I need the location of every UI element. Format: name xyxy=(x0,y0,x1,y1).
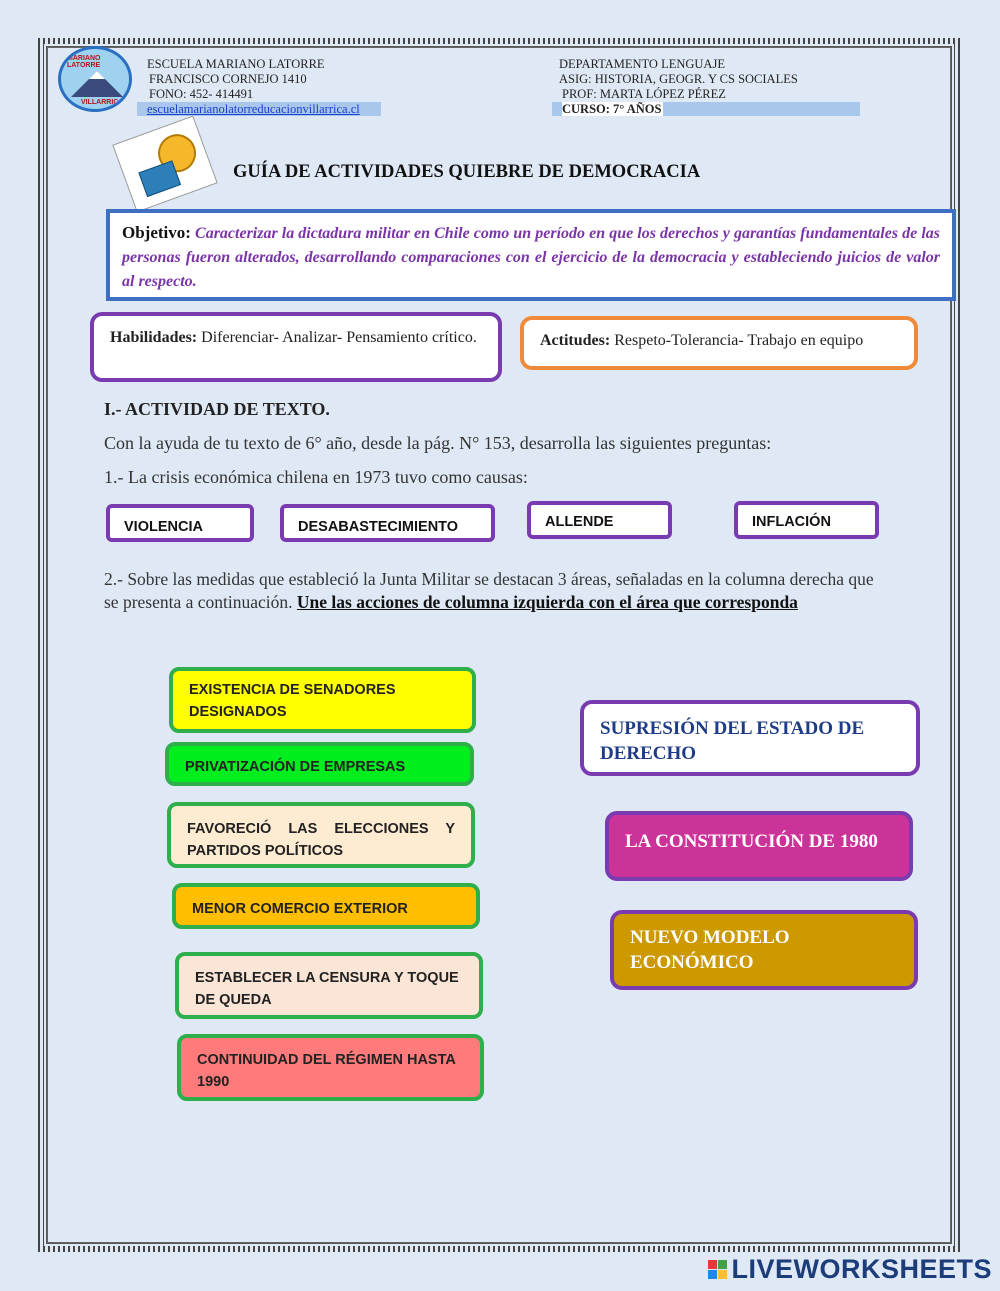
section-title: I.- ACTIVIDAD DE TEXTO. xyxy=(104,399,330,419)
school-email-link[interactable]: escuelamarianolatorreducacionvillarrica.cl xyxy=(147,102,360,116)
cause-option[interactable]: DESABASTECIMIENTO xyxy=(280,504,495,542)
skills-text: Diferenciar- Analizar- Pensamiento crítico. xyxy=(201,329,477,346)
school-phone: FONO: 452- 414491 xyxy=(149,87,254,101)
page-title: GUÍA DE ACTIVIDADES QUIEBRE DE DEMOCRACIA xyxy=(233,162,701,182)
objective-label: Objetivo: xyxy=(122,223,191,242)
cause-option[interactable]: INFLACIÓN xyxy=(734,501,879,539)
liveworksheets-icon xyxy=(708,1260,727,1279)
area-item[interactable]: LA CONSTITUCIÓN DE 1980 xyxy=(605,811,913,881)
attitudes-text: Respeto-Tolerancia- Trabajo en equipo xyxy=(614,332,864,349)
teacher: PROF: MARTA LÓPEZ PÉREZ xyxy=(562,87,726,101)
skills-label: Habilidades: xyxy=(110,329,198,346)
intro-text: Con la ayuda de tu texto de 6° año, desde la pág. N° 153, desarrolla las siguientes preguntas: xyxy=(104,433,772,453)
course-bar xyxy=(552,102,860,116)
attitudes-label: Actitudes: xyxy=(540,332,611,349)
area-item[interactable]: NUEVO MODELO ECONÓMICO xyxy=(610,910,918,990)
cause-option[interactable]: ALLENDE xyxy=(527,501,672,539)
action-item[interactable]: FAVORECIÓ LAS ELECCIONES Y PARTIDOS POLÍTICOS xyxy=(167,802,475,868)
cause-option[interactable]: VIOLENCIA xyxy=(106,504,254,542)
department: DEPARTAMENTO LENGUAJE xyxy=(559,57,725,71)
school-logo xyxy=(58,46,132,112)
liveworksheets-text: LIVEWORKSHEETS xyxy=(731,1254,992,1284)
snow-cap-icon xyxy=(89,71,105,79)
action-item[interactable]: CONTINUIDAD DEL RÉGIMEN HASTA 1990 xyxy=(177,1034,484,1101)
action-item[interactable]: PRIVATIZACIÓN DE EMPRESAS xyxy=(165,742,474,786)
area-item[interactable]: SUPRESIÓN DEL ESTADO DE DERECHO xyxy=(580,700,920,776)
question-2 xyxy=(104,568,874,614)
question-2-text: 2.- Sobre las medidas que estableció la Junta Militar se destacan 3 áreas, señaladas en la columna derecha que se presenta a continuación. xyxy=(104,569,874,612)
logo-text-top: MARIANO LATORRE xyxy=(67,55,101,69)
liveworksheets-logo xyxy=(708,1254,992,1285)
objective-text: Caracterizar la dictadura militar en Chile como un período en que los derechos y garantías fundamentales de las personas fueron alterados, desarrollando comparaciones con el ejercicio de la democracia y estableciendo juicios de valor al respecto. xyxy=(122,225,941,290)
skills-box xyxy=(90,312,502,382)
course: CURSO: 7° AÑOS xyxy=(562,102,662,116)
school-address: FRANCISCO CORNEJO 1410 xyxy=(149,72,307,86)
logo-text-bottom: VILLARRICA xyxy=(81,99,124,106)
action-item[interactable]: MENOR COMERCIO EXTERIOR xyxy=(172,883,480,929)
question-2-instruction: Une las acciones de columna izquierda con el área que corresponda xyxy=(296,592,798,612)
email-bar xyxy=(137,102,381,116)
action-item[interactable]: ESTABLECER LA CENSURA Y TOQUE DE QUEDA xyxy=(175,952,483,1019)
attitudes-box xyxy=(520,316,918,370)
action-item[interactable]: EXISTENCIA DE SENADORES DESIGNADOS xyxy=(169,667,476,733)
school-name: ESCUELA MARIANO LATORRE xyxy=(147,57,325,71)
question-1: 1.- La crisis económica chilena en 1973 tuvo como causas: xyxy=(104,467,528,487)
subject: ASIG: HISTORIA, GEOGR. Y CS SOCIALES xyxy=(559,72,798,86)
objective-box xyxy=(106,209,956,301)
